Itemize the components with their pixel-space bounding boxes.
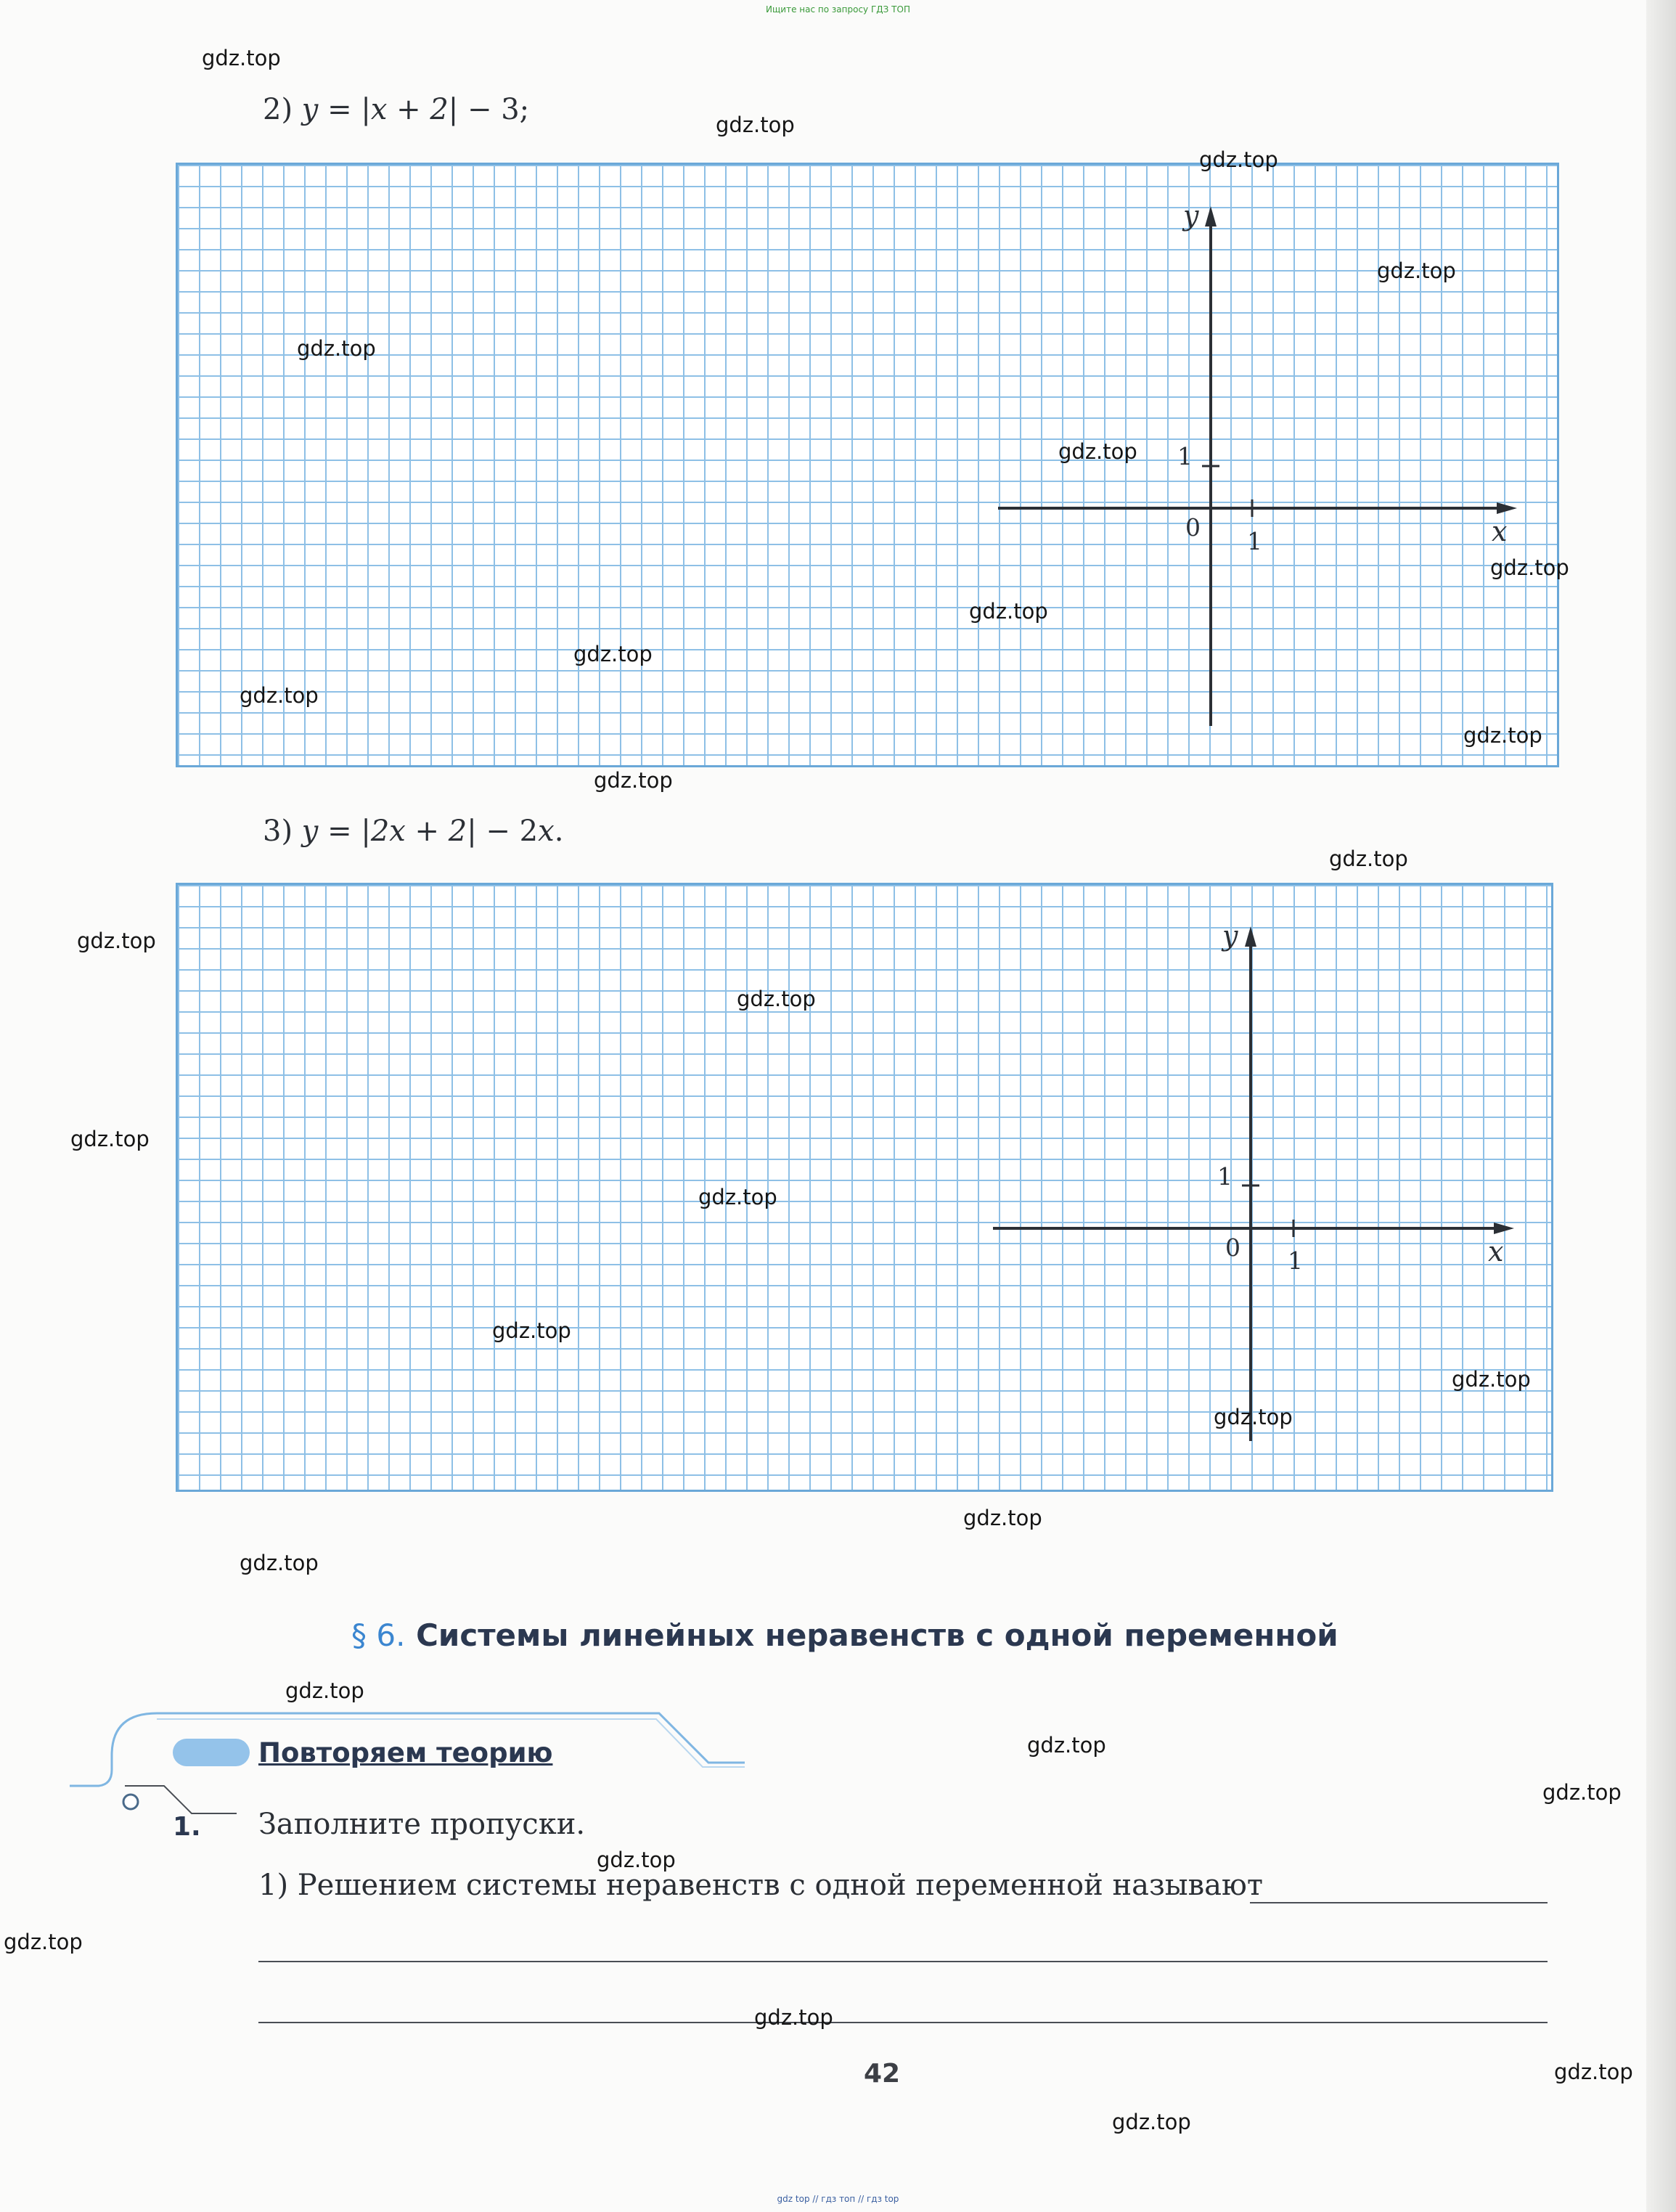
graph3-tail-end: . xyxy=(554,815,564,848)
watermark: gdz.top xyxy=(77,929,156,953)
section-number: § 6. xyxy=(351,1617,406,1653)
graph3-x-arrow xyxy=(1494,1223,1514,1234)
theory-tab xyxy=(173,1739,250,1766)
graph2-x-axis-label: x xyxy=(1492,515,1508,547)
graph3-y-var: y xyxy=(301,815,319,848)
watermark: gdz.top xyxy=(4,1930,83,1954)
watermark: gdz.top xyxy=(1058,439,1137,464)
graph3-tail-var: x xyxy=(538,815,555,848)
graph2-y-axis-label: y xyxy=(1183,200,1199,232)
watermark: gdz.top xyxy=(1214,1405,1293,1429)
watermark: gdz.top xyxy=(1452,1367,1531,1392)
task1-instruction: Заполните пропуски. xyxy=(258,1808,586,1841)
graph2-formula: 2) y = |x + 2| − 3; xyxy=(263,93,530,126)
graph2-abs-expr: x + 2 xyxy=(370,93,449,126)
watermark: gdz.top xyxy=(1199,147,1278,172)
bottom-note: gdz top // гдз топ // гдз top xyxy=(777,2194,899,2204)
graph2-eq: = xyxy=(327,93,352,126)
watermark: gdz.top xyxy=(1377,258,1456,283)
watermark: gdz.top xyxy=(716,113,795,137)
graph3-y-axis-label: y xyxy=(1222,920,1238,952)
watermark: gdz.top xyxy=(1027,1733,1106,1758)
section-title xyxy=(351,1617,1338,1653)
graph2-origin-label: 0 xyxy=(1185,513,1201,542)
graph2-y-tick-label: 1 xyxy=(1177,442,1193,470)
watermark: gdz.top xyxy=(240,683,319,708)
graph3-x-axis-label: x xyxy=(1488,1236,1504,1268)
graph3-x-tick-label: 1 xyxy=(1288,1246,1303,1275)
watermark: gdz.top xyxy=(698,1185,777,1209)
graph3-y-arrow xyxy=(1245,926,1256,947)
watermark: gdz.top xyxy=(297,336,376,361)
theory-title: Повторяем теорию xyxy=(258,1737,553,1768)
section-title-text: Системы линейных неравенств с одной переменной xyxy=(416,1617,1338,1653)
watermark: gdz.top xyxy=(70,1127,150,1151)
watermark: gdz.top xyxy=(1112,2110,1191,2134)
watermark: gdz.top xyxy=(573,642,653,666)
watermark: gdz.top xyxy=(963,1506,1042,1530)
page-number: 42 xyxy=(864,2059,901,2089)
watermark: gdz.top xyxy=(969,599,1048,624)
task1-item1: 1) Решением системы неравенств с одной переменной называют xyxy=(258,1869,1263,1902)
watermark: gdz.top xyxy=(754,2005,833,2030)
watermark: gdz.top xyxy=(1542,1780,1622,1805)
graph2-label: 2) xyxy=(263,93,293,126)
answer-line-3[interactable] xyxy=(258,2022,1548,2023)
watermark: gdz.top xyxy=(737,987,816,1011)
task1-number: 1. xyxy=(173,1812,201,1842)
watermark: gdz.top xyxy=(492,1318,571,1343)
graph2-x-tick-label: 1 xyxy=(1247,527,1262,555)
graph3-y-tick-label: 1 xyxy=(1217,1162,1233,1191)
watermark: gdz.top xyxy=(285,1678,364,1703)
watermark: gdz.top xyxy=(240,1551,319,1575)
watermark: gdz.top xyxy=(1463,723,1542,748)
graph2-tail: − 3; xyxy=(458,93,530,126)
answer-line-2[interactable] xyxy=(258,1961,1548,1962)
graph3-tail-pre: − 2 xyxy=(476,815,539,848)
graph3-eq: = xyxy=(327,815,352,848)
bullet-circle-icon xyxy=(123,1795,138,1809)
graph3-abs-expr: 2x + 2 xyxy=(370,815,467,848)
watermark: gdz.top xyxy=(594,768,673,793)
graph3-formula: 3) y = |2x + 2| − 2x. xyxy=(263,815,564,848)
graph3-origin-label: 0 xyxy=(1225,1233,1240,1262)
watermark: gdz.top xyxy=(597,1848,676,1872)
watermark: gdz.top xyxy=(1329,846,1408,871)
graph3-label: 3) xyxy=(263,815,293,848)
watermark: gdz.top xyxy=(202,46,281,70)
watermark: gdz.top xyxy=(1490,555,1569,580)
top-note: Ищите нас по запросу ГДЗ ТОП xyxy=(766,4,910,15)
watermark: gdz.top xyxy=(1554,2060,1633,2084)
graph2-y-var: y xyxy=(301,93,319,126)
answer-line-1[interactable] xyxy=(1250,1902,1548,1903)
